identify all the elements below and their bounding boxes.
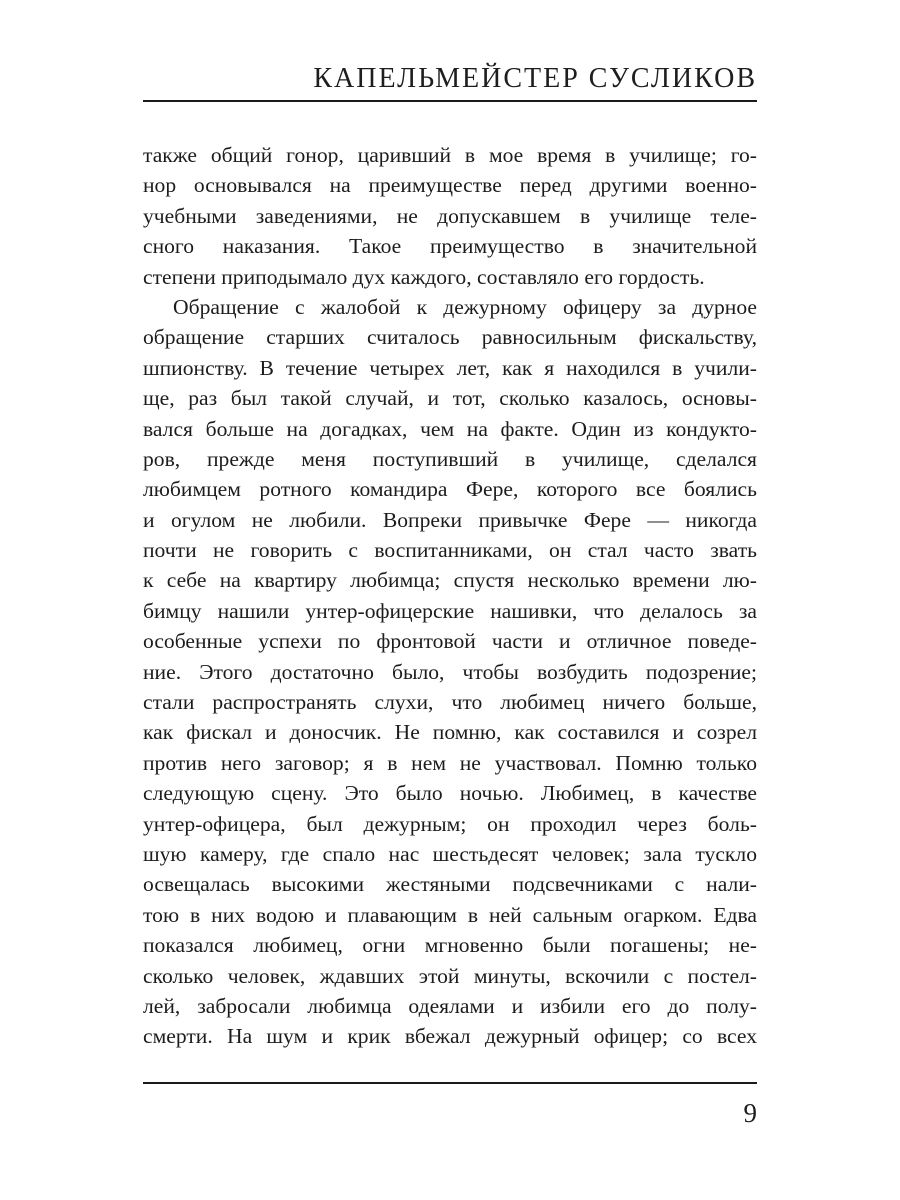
text-line: шпионству. В течение четырех лет, как я находился в учили- — [143, 355, 757, 380]
text-line: лей, забросали любимца одеялами и избили его до полу- — [143, 993, 757, 1018]
text-line: особенные успехи по фронтовой части и отличное поведе- — [143, 629, 757, 654]
text-line: вался больше на догадках, чем на факте. Один из кондукто- — [143, 416, 757, 441]
text-line: любимцем ротного командира Фере, которого все боялись — [143, 477, 757, 502]
text-line: тою в них водою и плавающим в ней сальным огарком. Едва — [143, 902, 757, 927]
text-line: смерти. На шум и крик вбежал дежурный офицер; со всех — [143, 1024, 757, 1049]
text-line: показался любимец, огни мгновенно были погашены; не- — [143, 933, 757, 958]
text-line: стали распространять слухи, что любимец ничего больше, — [143, 690, 757, 715]
text-line: бимцу нашили унтер-офицерские нашивки, что делалось за — [143, 598, 757, 623]
text-line: Обращение с жалобой к дежурному офицеру за дурное — [173, 294, 757, 319]
text-line: унтер-офицера, был дежурным; он проходил через боль- — [143, 811, 757, 836]
text-line: к себе на квартиру любимца; спустя несколько времени лю- — [143, 568, 757, 593]
paragraph-2 — [143, 292, 757, 1052]
text-line: как фискал и доносчик. Не помню, как составился и созрел — [143, 720, 757, 745]
body-text — [143, 140, 757, 1052]
text-line: сного наказания. Такое преимущество в значительной — [143, 234, 757, 259]
text-line: против него заговор; я в нем не участвовал. Помню только — [143, 750, 757, 775]
running-head: КАПЕЛЬМЕЙСТЕР СУСЛИКОВ — [313, 63, 757, 94]
text-line: и огулом не любили. Вопреки привычке Фере — никогда — [143, 507, 757, 532]
text-line: также общий гонор, царивший в мое время в училище; го- — [143, 143, 757, 167]
text-line: ще, раз был такой случай, и тот, сколько казалось, основы- — [143, 386, 757, 411]
text-line: ров, прежде меня поступивший в училище, сделался — [143, 446, 757, 471]
text-line: почти не говорить с воспитанниками, он стал часто звать — [143, 538, 757, 563]
text-line: степени приподымало дух каждого, составляло его гордость. — [143, 264, 705, 289]
text-line: сколько человек, ждавших этой минуты, вскочили с постел- — [143, 963, 757, 988]
paragraph-1 — [143, 140, 757, 292]
text-line: шую камеру, где спало нас шестьдесят человек; зала тускло — [143, 841, 757, 866]
text-line: нор основывался на преимуществе перед другими военно- — [143, 173, 757, 198]
text-line: обращение старших считалось равносильным фискальству, — [143, 325, 757, 350]
text-line: учебными заведениями, не допускавшем в училище теле- — [143, 203, 757, 228]
text-line: освещалась высокими жестяными подсвечниками с нали- — [143, 872, 757, 897]
page-number: 9 — [743, 1098, 757, 1128]
text-line: ние. Этого достаточно было, чтобы возбудить подозрение; — [143, 659, 757, 684]
header-rule — [143, 100, 757, 102]
footer-rule — [143, 1082, 757, 1084]
text-line: следующую сцену. Это было ночью. Любимец, в качестве — [143, 781, 757, 806]
